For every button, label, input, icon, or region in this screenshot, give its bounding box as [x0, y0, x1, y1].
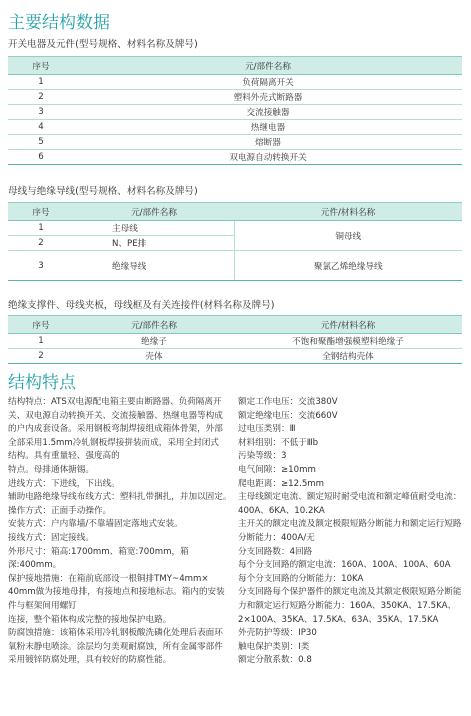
text-line: 采用镀锌防腐处理，具有较好的防腐性能。: [8, 655, 172, 666]
text-line: 每个分支回路的额定电流：160A、100A、100A、60A: [238, 560, 451, 571]
col-header-name: 元/部件名称: [74, 57, 462, 75]
text-line: 电气间隙：≥10mm: [238, 464, 316, 475]
cell-name: 壳体: [74, 349, 234, 364]
text-line: 结构。具有重量轻、强度高的: [8, 451, 120, 462]
cell-name: 绝缘子: [74, 334, 234, 349]
left-feature-text: [8, 396, 232, 668]
text-line: 材料组别：不低于Ⅲb: [238, 437, 319, 448]
text-line: 结构特点：ATS双电源配电箱主要由断路器、负荷隔离开: [8, 397, 222, 407]
table-row: [8, 334, 462, 349]
cell-name: N、PE排: [74, 236, 234, 251]
table-row: [8, 135, 462, 150]
cell-material: 聚氯乙烯绝缘导线: [234, 251, 462, 281]
text-line: 外形尺寸：箱高:1700mm、箱宽:700mm，箱: [8, 546, 189, 557]
text-line: 辅助电路绝缘导线布线方式：塑料扎带捆扎，并加以固定。: [8, 492, 232, 503]
text-line: 每个分支回路的分断能力：10KA: [238, 573, 364, 584]
table-row: [8, 120, 462, 135]
text-line: 的户内成套设备。采用钢板弯制焊接组成箱体骨架，外部: [8, 424, 223, 435]
text-line: 保护接地措施：在箱前底部设一根铜排TMY~4mm×: [8, 573, 209, 584]
cell-index: 1: [8, 334, 74, 349]
cell-name: 负荷隔离开关: [74, 75, 462, 90]
cell-name: 塑料外壳式断路器: [74, 90, 462, 105]
col-header-index: 序号: [8, 203, 74, 221]
cell-index: 3: [8, 251, 74, 281]
text-line: 额定分散系数：0.8: [238, 655, 312, 666]
cell-index: 2: [8, 349, 74, 364]
table-row: [8, 150, 462, 165]
text-line: 氧粉末静电喷涂。涂层均匀美观耐腐蚀，所有金属零部件: [8, 641, 223, 652]
cell-name: 双电源自动转换开关: [74, 150, 462, 165]
cell-material: 全钢结构壳体: [234, 349, 462, 364]
text-line: 额定绝缘电压：交流660V: [238, 410, 338, 421]
text-line: 2×100A、35KA、17.5KA、63A、35KA、17.5KA: [238, 614, 439, 625]
text-line: 400A、6KA、10.2KA: [238, 505, 325, 516]
col-header-material: 元件/材料名称: [234, 203, 462, 221]
text-line: 40mm做为接地母排，有接地点和接地标志。箱内的安装: [8, 587, 225, 598]
text-line: 力和额定运行短路分断能力：160A、350KA、17.5KA、: [238, 600, 457, 611]
busbar-caption: 母线与绝缘导线(型号规格、材料名称及牌号): [8, 186, 198, 197]
table-row: [8, 349, 462, 364]
text-line: 爬电距离：≥12.5mm: [238, 478, 325, 489]
cell-index: 4: [8, 120, 74, 135]
text-line: 关、双电源自动转换开关、交流接触器、热继电器等构成: [8, 410, 223, 421]
switch-caption: 开关电器及元件(型号规格、材料名称及牌号): [8, 39, 198, 50]
text-line: 过电压类别：Ⅲ: [238, 424, 296, 435]
text-line: 额定工作电压：交流380V: [238, 397, 338, 407]
text-line: 操作方式：正面手动操作。: [8, 505, 112, 516]
text-line: 件与框架间用螺钉: [8, 600, 77, 611]
text-line: 深:400mm。: [8, 560, 62, 571]
cell-material-merged: 铜母线: [234, 221, 462, 251]
cell-index: 6: [8, 150, 74, 165]
text-line: 进线方式：下进线，下出线。: [8, 478, 120, 489]
cell-index: 2: [8, 236, 74, 251]
text-line: 连接，整个箱体构成完整的接地保护电路。: [8, 614, 172, 625]
text-line: 分支回路数：4回路: [238, 546, 313, 557]
table-row: [8, 105, 462, 120]
cell-name: 热继电器: [74, 120, 462, 135]
switch-table: [8, 56, 462, 165]
cell-name: 绝缘导线: [74, 251, 234, 281]
cell-index: 1: [8, 75, 74, 90]
table-header-row: [8, 57, 462, 75]
busbar-table: [8, 202, 462, 281]
text-line: 接线方式：固定接线。: [8, 532, 94, 543]
section-title-structure: 结构特点: [8, 373, 76, 393]
table-row: [8, 221, 462, 236]
support-caption: 绝缘支撑件、母线夹板，母线框及有关连接件(材料名称及牌号): [8, 300, 275, 311]
text-line: 安装方式：户内靠墙/不靠墙固定落地式安装。: [8, 519, 183, 530]
cell-name: 主母线: [74, 221, 234, 236]
cell-index: 2: [8, 90, 74, 105]
cell-index: 5: [8, 135, 74, 150]
support-table: [8, 315, 462, 364]
cell-material: 不饱和聚酯增强模塑料绝缘子: [234, 334, 462, 349]
section-title-main-data: 主要结构数据: [8, 13, 110, 33]
text-line: 主开关的额定电流及额定极限短路分断能力和额定运行短路: [238, 519, 462, 530]
right-spec-text: [238, 396, 464, 668]
col-header-index: 序号: [8, 57, 74, 75]
table-header-row: [8, 203, 462, 221]
table-row: [8, 251, 462, 281]
col-header-name: 元/部件名称: [74, 203, 234, 221]
text-line: 触电保护类别：Ⅰ类: [238, 641, 310, 652]
cell-name: 熔断器: [74, 135, 462, 150]
text-line: 特点。母排通体搪锡。: [8, 464, 94, 475]
cell-name: 交流接触器: [74, 105, 462, 120]
text-line: 主母线额定电流、额定短时耐受电流和额定峰值耐受电流：: [238, 492, 462, 503]
text-line: 分断能力：400A/无: [238, 532, 315, 543]
text-line: 防腐蚀措施：该箱体采用冷轧钢板酸洗磷化处理后表面环: [8, 628, 223, 639]
table-header-row: [8, 316, 462, 334]
col-header-material: 元件/材料名称: [234, 316, 462, 334]
cell-index: 1: [8, 221, 74, 236]
cell-index: 3: [8, 105, 74, 120]
text-line: 分支回路每个保护器件的额定电流及其额定极限短路分断能: [238, 587, 462, 598]
text-line: 全部采用1.5mm冷轧钢板焊接拼装而成，采用全封闭式: [8, 437, 219, 448]
table-row: [8, 75, 462, 90]
col-header-index: 序号: [8, 316, 74, 334]
text-line: 外壳防护等级：IP30: [238, 628, 317, 639]
text-line: 污染等级：3: [238, 451, 287, 462]
col-header-name: 元/部件名称: [74, 316, 234, 334]
table-row: [8, 90, 462, 105]
